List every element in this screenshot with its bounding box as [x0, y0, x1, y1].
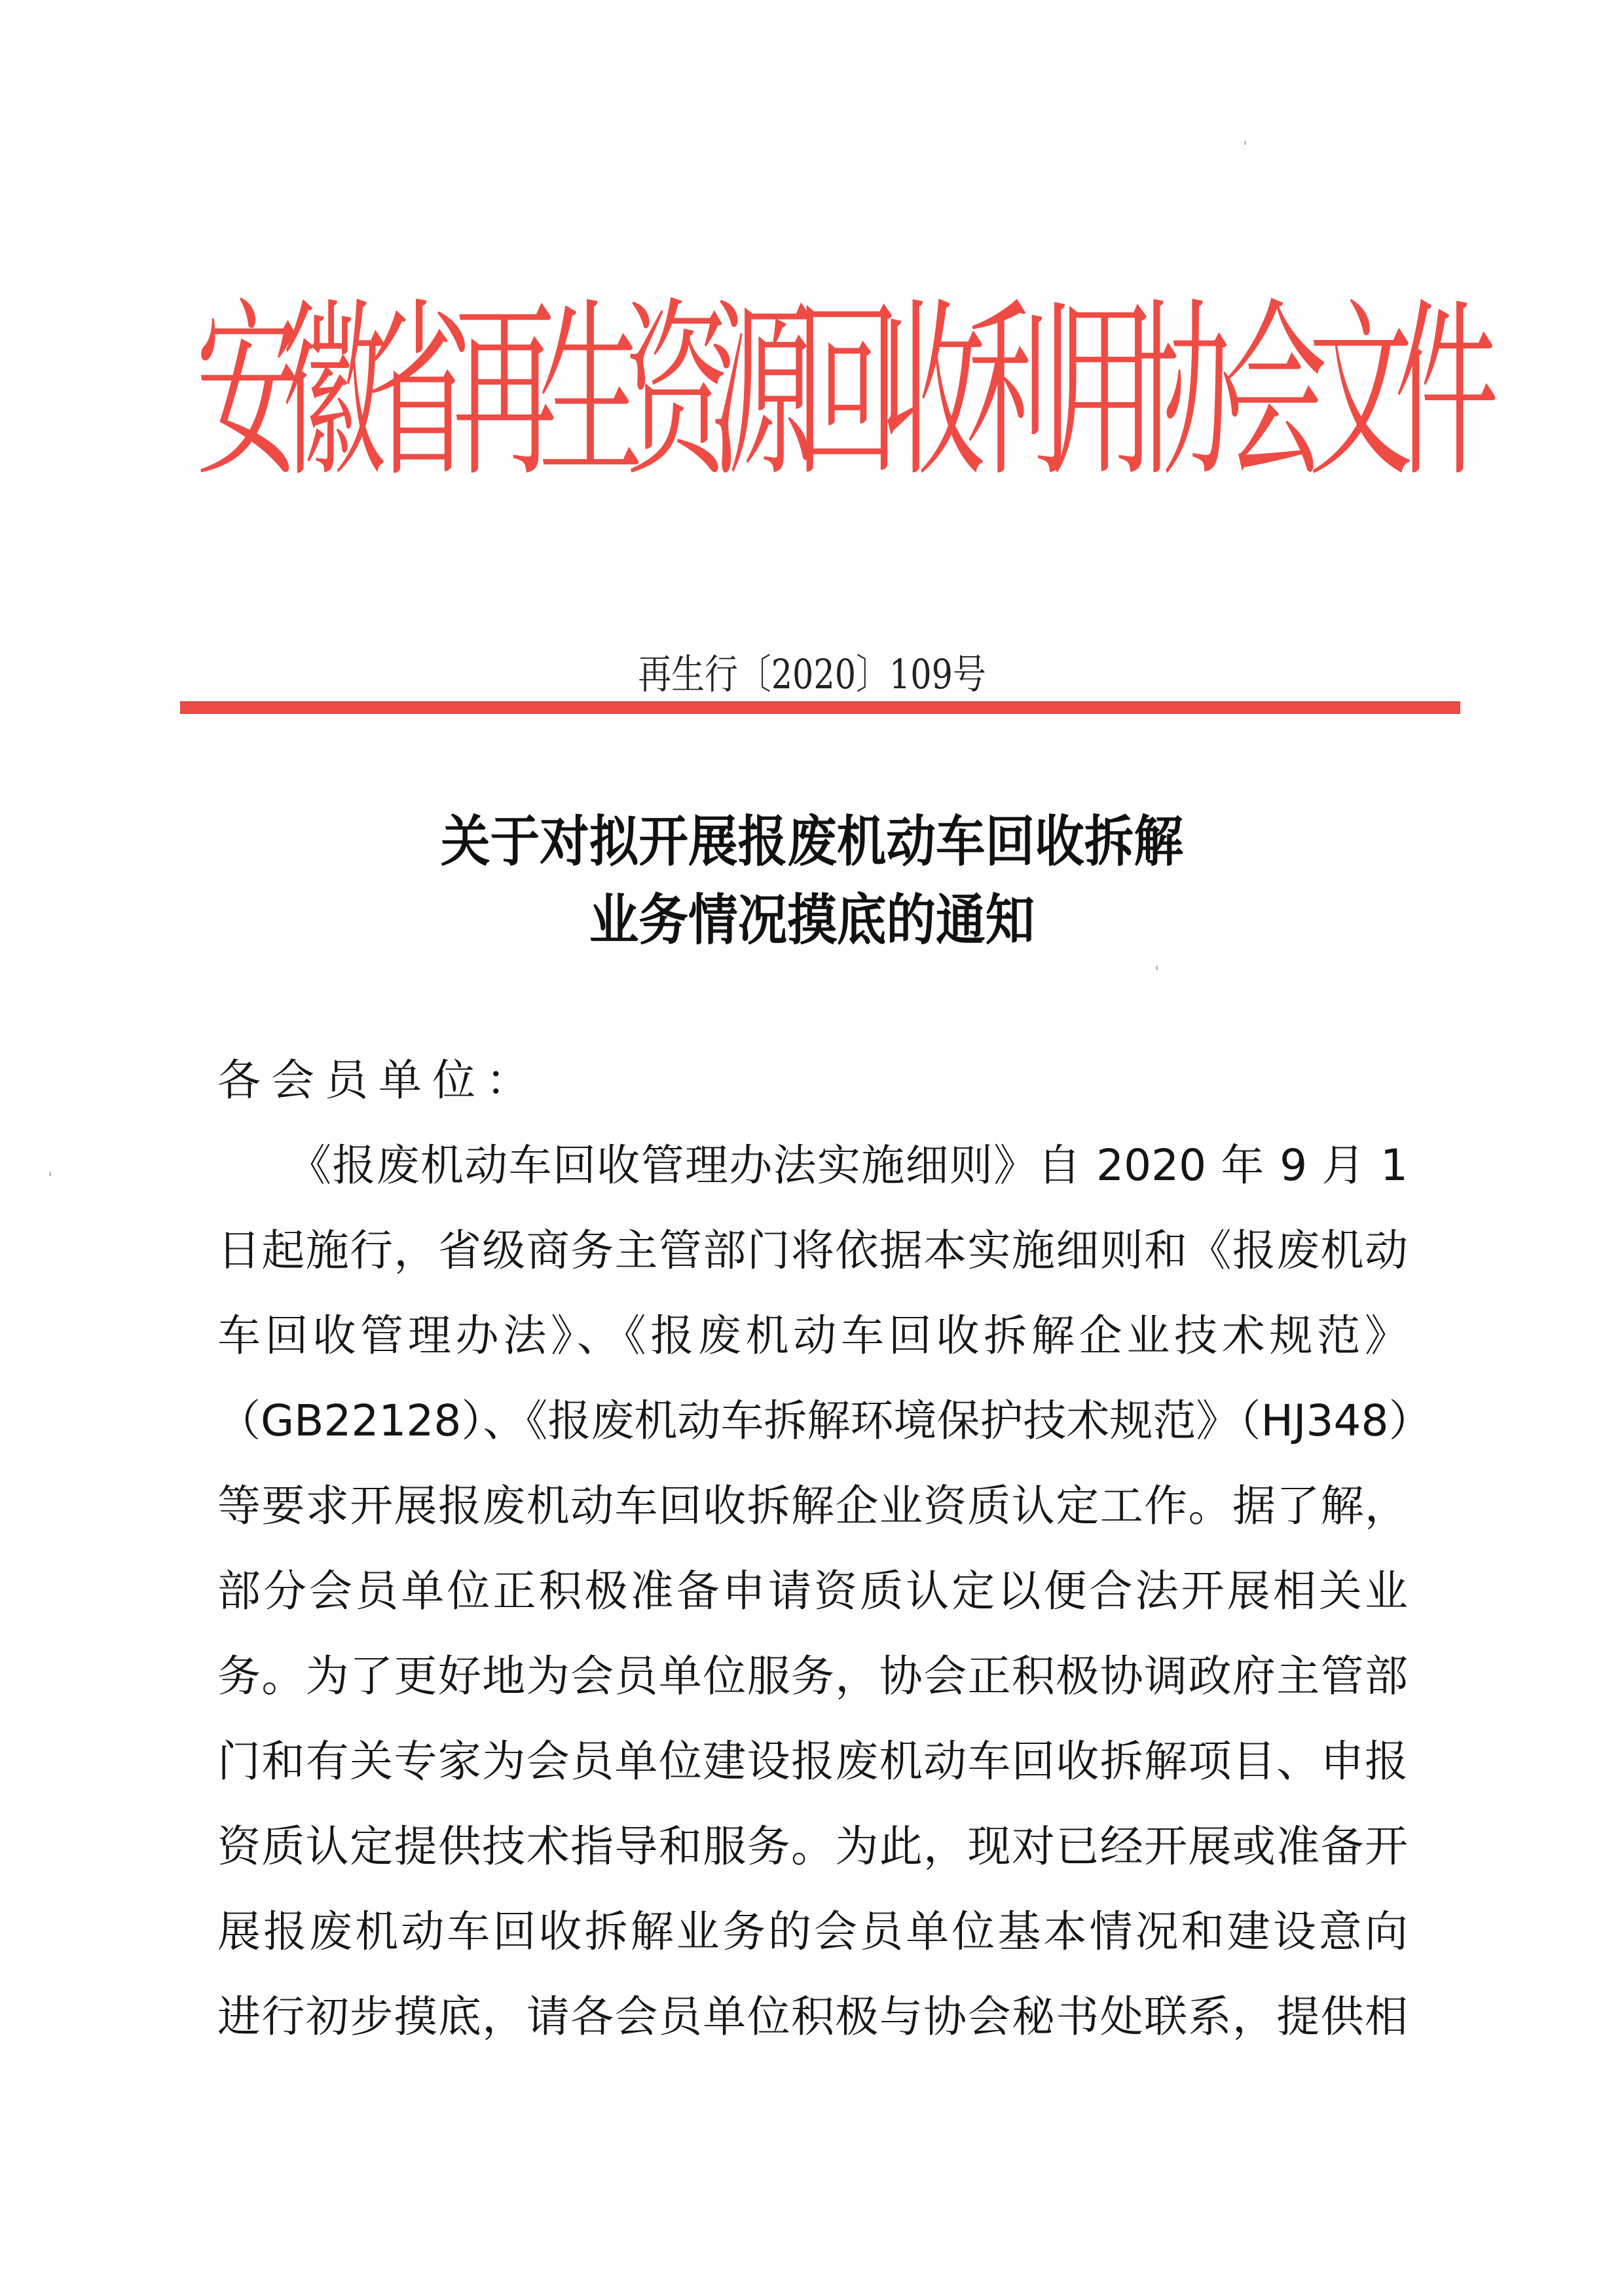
notice-title-line-2-text: 业务情况摸底的通知 [589, 887, 1035, 952]
scan-speck [1244, 141, 1246, 145]
document-number-text: 再生行〔2020〕109号 [638, 650, 986, 698]
masthead-glyph: 徽 [281, 282, 386, 503]
body-line: 等要求开展报废机动车回收拆解企业资质认定工作。据了解， [217, 1481, 1408, 1531]
body-line: 展报废机动车回收拆解业务的会员单位基本情况和建设意向 [217, 1906, 1408, 1957]
notice-title-line-2 [0, 887, 1624, 953]
document-number [0, 648, 1624, 701]
masthead-glyph: 再 [452, 282, 557, 503]
body-line: 部分会员单位正积极准备申请资质认定以便合法开展相关业 [217, 1566, 1408, 1616]
masthead-glyph: 文 [1308, 282, 1413, 503]
body-line: 《报废机动车回收管理办法实施细则》自 2020 年 9 月 1 [288, 1140, 1408, 1191]
masthead-glyph: 回 [795, 282, 900, 503]
scan-speck [1156, 966, 1158, 970]
masthead-glyph: 生 [538, 282, 643, 503]
body-line: 门和有关专家为会员单位建设报废机动车回收拆解项目、申报 [217, 1736, 1408, 1787]
masthead-glyph: 收 [880, 282, 986, 503]
body-line: 日起施行，省级商务主管部门将依据本实施细则和《报废机动 [217, 1225, 1408, 1276]
masthead-text [177, 282, 1499, 504]
red-divider-line [180, 701, 1460, 714]
body-line: 进行初步摸底，请各会员单位积极与协会秘书处联系，提供相 [217, 1991, 1408, 2042]
masthead-title [177, 282, 1499, 504]
masthead-glyph: 省 [367, 282, 472, 503]
body-line: 资质认定提供技术指导和服务。为此，现对已经开展或准备开 [217, 1821, 1408, 1872]
notice-title-line-1 [0, 809, 1624, 874]
masthead-glyph: 件 [1394, 282, 1499, 503]
masthead-glyph: 安 [196, 282, 301, 503]
masthead-glyph: 源 [709, 282, 814, 503]
masthead-glyph: 利 [966, 282, 1071, 503]
notice-title-line-1-text: 关于对拟开展报废机动车回收拆解 [440, 809, 1183, 874]
scan-speck [49, 1172, 51, 1176]
masthead-glyph: 协 [1137, 282, 1242, 503]
masthead-glyph: 用 [1052, 282, 1156, 503]
salutation: 各会员单位： [217, 1055, 540, 1105]
body-line: 务。为了更好地为会员单位服务，协会正积极协调政府主管部 [217, 1651, 1408, 1701]
masthead-glyph: 会 [1223, 282, 1328, 503]
body-line: 车回收管理办法》、《报废机动车回收拆解企业技术规范》 [217, 1310, 1408, 1361]
masthead-glyph: 资 [623, 282, 729, 503]
body-line: （GB22128）、《报废机动车拆解环境保护技术规范》（HJ348） [217, 1396, 1432, 1446]
